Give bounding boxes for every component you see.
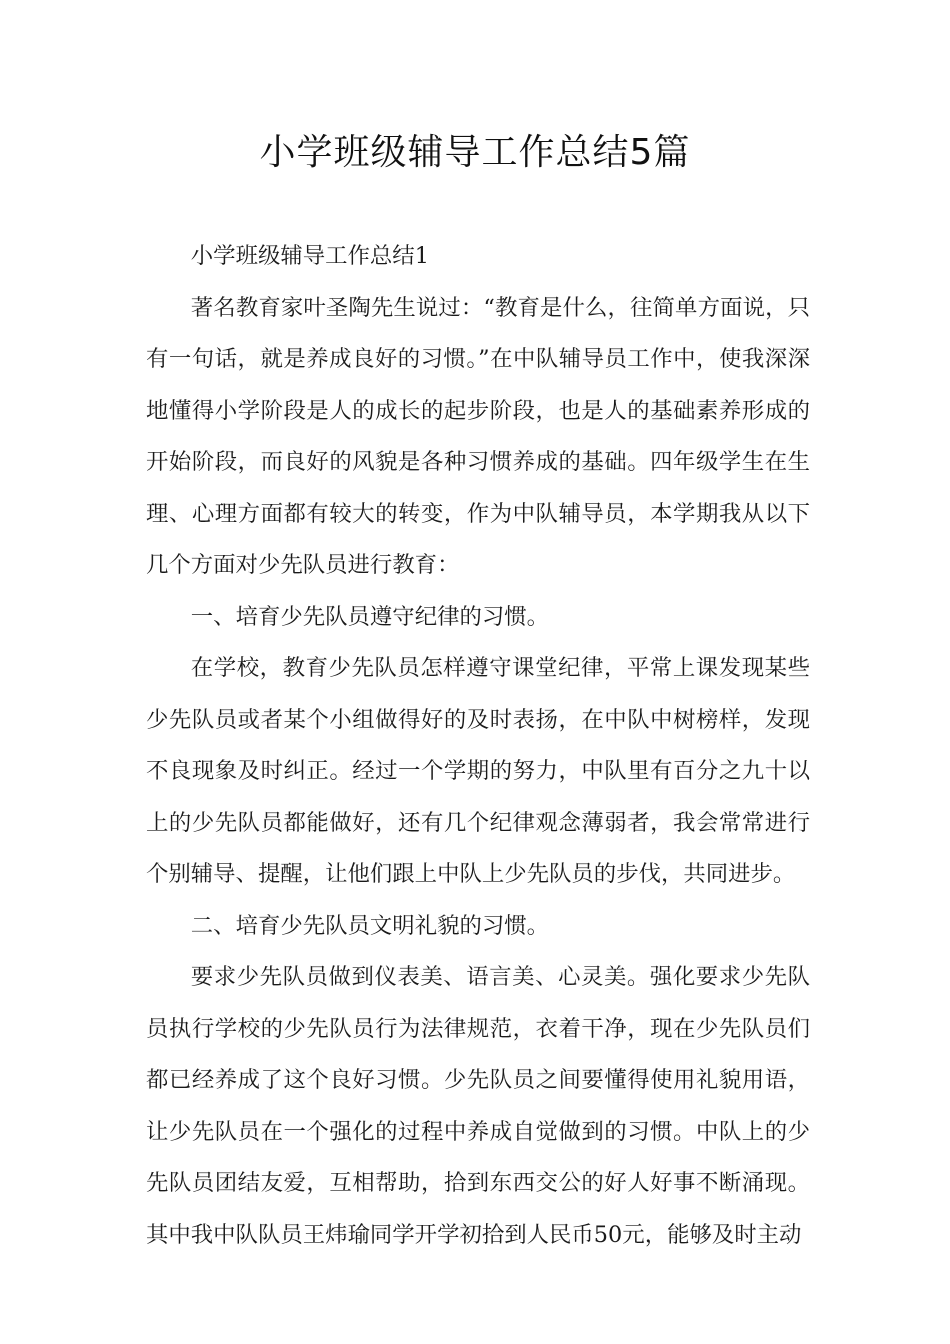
- document-body: [146, 231, 810, 1261]
- document-title: 小学班级辅导工作总结5篇: [259, 132, 691, 173]
- section-subheading: 二、培育少先队员文明礼貌的习惯。: [190, 912, 550, 939]
- body-paragraph: 要求少先队员做到仪表美、语言美、心灵美。强化要求少先队员执行学校的少先队员行为法律规范，衣着干净，现在少先队员们都已经养成了这个良好习惯。少先队员之间要懂得使用礼貌用语，让少先队员在一个强化的过程中养成自觉做到的习惯。中队上的少先队员团结友爱，互相帮助，拾到东西交公的好人好事不断涌现。其中我中队队员王炜瑜同学开学初拾到人民币50元，能够及时主动: [146, 964, 810, 1248]
- body-paragraph: 著名教育家叶圣陶先生说过：“教育是什么，往简单方面说，只有一句话，就是养成良好的习惯。”在中队辅导员工作中，使我深深地懂得小学阶段是人的成长的起步阶段，也是人的基础素养形成的开始阶段，而良好的风貌是各种习惯养成的基础。四年级学生在生理、心理方面都有较大的转变，作为中队辅导员，本学期我从以下几个方面对少先队员进行教育：: [146, 294, 810, 578]
- body-paragraph: 在学校，教育少先队员怎样遵守课堂纪律，平常上课发现某些少先队员或者某个小组做得好的及时表扬，在中队中树榜样，发现不良现象及时纠正。经过一个学期的努力，中队里有百分之九十以上的少先队员都能做好，还有几个纪律观念薄弱者，我会常常进行个别辅导、提醒，让他们跟上中队上少先队员的步伐，共同进步。: [146, 655, 810, 887]
- section-subheading: 一、培育少先队员遵守纪律的习惯。: [190, 603, 550, 630]
- section-heading: 小学班级辅导工作总结1: [190, 243, 429, 269]
